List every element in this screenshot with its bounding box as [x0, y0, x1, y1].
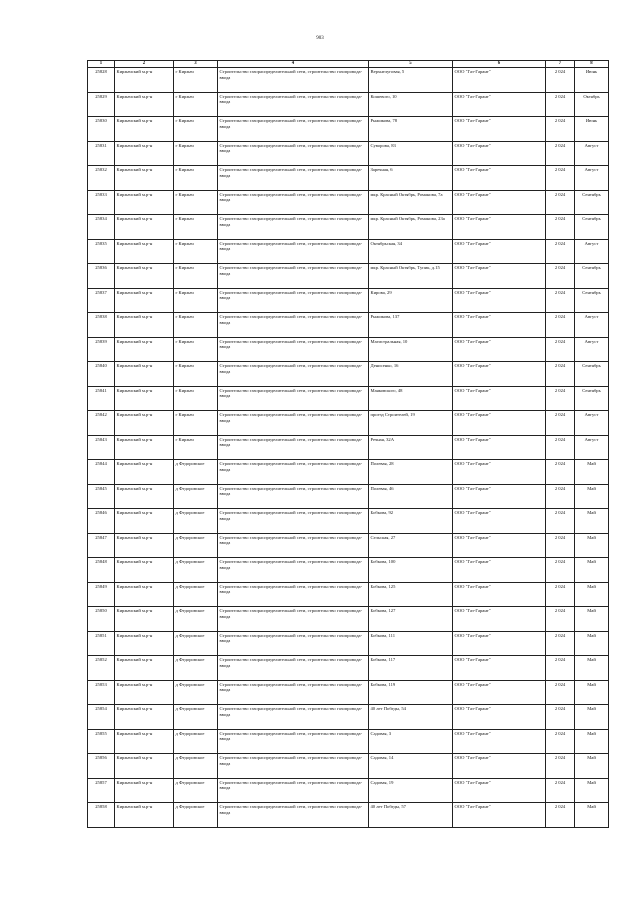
- organization-cell: ООО "Газ-Гарант": [453, 141, 546, 166]
- address-cell: Рыжикова, 137: [369, 313, 453, 338]
- year-cell: 2 024: [546, 190, 575, 215]
- locality-cell: г Киржач: [174, 68, 218, 93]
- organization-cell: ООО "Газ-Гарант": [453, 435, 546, 460]
- locality-cell: д Федоровское: [174, 607, 218, 632]
- locality-cell: д Федоровское: [174, 460, 218, 485]
- row-number: 25847: [88, 533, 115, 558]
- locality-cell: д Федоровское: [174, 705, 218, 730]
- work-description-cell: Строительство газораспределительной сети, строительство газопровода-ввода: [218, 582, 369, 607]
- table-row: [88, 533, 609, 558]
- year-cell: 2 024: [546, 558, 575, 583]
- district-cell: Киржачский м.р-н: [115, 411, 174, 436]
- organization-cell: ООО "Газ-Гарант": [453, 460, 546, 485]
- locality-cell: г Киржач: [174, 337, 218, 362]
- year-cell: 2 024: [546, 631, 575, 656]
- locality-cell: д Федоровское: [174, 631, 218, 656]
- year-cell: 2 024: [546, 68, 575, 93]
- column-header: 3: [174, 61, 218, 68]
- locality-cell: г Киржач: [174, 386, 218, 411]
- year-cell: 2 024: [546, 803, 575, 828]
- locality-cell: д Федоровское: [174, 656, 218, 681]
- organization-cell: ООО "Газ-Гарант": [453, 509, 546, 534]
- district-cell: Киржачский м.р-н: [115, 509, 174, 534]
- organization-cell: ООО "Газ-Гарант": [453, 337, 546, 362]
- district-cell: Киржачский м.р-н: [115, 460, 174, 485]
- work-description-cell: Строительство газораспределительной сети, строительство газопровода-ввода: [218, 435, 369, 460]
- table-row: [88, 558, 609, 583]
- month-cell: Май: [575, 558, 609, 583]
- row-number: 25852: [88, 656, 115, 681]
- district-cell: Киржачский м.р-н: [115, 484, 174, 509]
- address-cell: мкр. Красный Октябрь, Романова, 7а: [369, 190, 453, 215]
- row-number: 25829: [88, 92, 115, 117]
- locality-cell: г Киржач: [174, 313, 218, 338]
- locality-cell: д Федоровское: [174, 582, 218, 607]
- district-cell: Киржачский м.р-н: [115, 435, 174, 460]
- row-number: 25831: [88, 141, 115, 166]
- locality-cell: д Федоровское: [174, 680, 218, 705]
- row-number: 25845: [88, 484, 115, 509]
- work-description-cell: Строительство газораспределительной сети, строительство газопровода-ввода: [218, 631, 369, 656]
- column-header: 6: [453, 61, 546, 68]
- organization-cell: ООО "Газ-Гарант": [453, 313, 546, 338]
- work-description-cell: Строительство газораспределительной сети, строительство газопровода-ввода: [218, 68, 369, 93]
- month-cell: Август: [575, 239, 609, 264]
- district-cell: Киржачский м.р-н: [115, 215, 174, 240]
- table-row: [88, 729, 609, 754]
- month-cell: Август: [575, 411, 609, 436]
- organization-cell: ООО "Газ-Гарант": [453, 264, 546, 289]
- month-cell: Сентябрь: [575, 190, 609, 215]
- district-cell: Киржачский м.р-н: [115, 778, 174, 803]
- row-number: 25848: [88, 558, 115, 583]
- district-cell: Киржачский м.р-н: [115, 729, 174, 754]
- month-cell: Сентябрь: [575, 288, 609, 313]
- organization-cell: ООО "Газ-Гарант": [453, 754, 546, 779]
- row-number: 25841: [88, 386, 115, 411]
- column-header: 2: [115, 61, 174, 68]
- address-cell: Маяковского, 48: [369, 386, 453, 411]
- month-cell: Май: [575, 803, 609, 828]
- register-table: [87, 60, 609, 828]
- organization-cell: ООО "Газ-Гарант": [453, 533, 546, 558]
- work-description-cell: Строительство газораспределительной сети, строительство газопровода-ввода: [218, 166, 369, 191]
- table-row: [88, 803, 609, 828]
- address-cell: мкр. Красный Октябрь, Тупик, д.15: [369, 264, 453, 289]
- district-cell: Киржачский м.р-н: [115, 264, 174, 289]
- table-row: [88, 362, 609, 387]
- year-cell: 2 024: [546, 656, 575, 681]
- locality-cell: г Киржач: [174, 92, 218, 117]
- row-number: 25834: [88, 215, 115, 240]
- month-cell: Май: [575, 680, 609, 705]
- work-description-cell: Строительство газораспределительной сети, строительство газопровода-ввода: [218, 558, 369, 583]
- address-cell: Октябрьская, 34: [369, 239, 453, 264]
- work-description-cell: Строительство газораспределительной сети, строительство газопровода-ввода: [218, 190, 369, 215]
- work-description-cell: Строительство газораспределительной сети, строительство газопровода-ввода: [218, 215, 369, 240]
- work-description-cell: Строительство газораспределительной сети, строительство газопровода-ввода: [218, 656, 369, 681]
- table-row: [88, 460, 609, 485]
- table-row: [88, 631, 609, 656]
- locality-cell: д Федоровское: [174, 754, 218, 779]
- month-cell: Май: [575, 607, 609, 632]
- district-cell: Киржачский м.р-н: [115, 362, 174, 387]
- table-row: [88, 68, 609, 93]
- table-row: [88, 92, 609, 117]
- locality-cell: г Киржач: [174, 239, 218, 264]
- row-number: 25857: [88, 778, 115, 803]
- district-cell: Киржачский м.р-н: [115, 190, 174, 215]
- row-number: 25828: [88, 68, 115, 93]
- work-description-cell: Строительство газораспределительной сети, строительство газопровода-ввода: [218, 705, 369, 730]
- month-cell: Май: [575, 533, 609, 558]
- organization-cell: ООО "Газ-Гарант": [453, 117, 546, 142]
- organization-cell: ООО "Газ-Гарант": [453, 190, 546, 215]
- table-row: [88, 117, 609, 142]
- address-cell: Сельская, 27: [369, 533, 453, 558]
- table-row: [88, 509, 609, 534]
- row-number: 25853: [88, 680, 115, 705]
- month-cell: Май: [575, 509, 609, 534]
- district-cell: Киржачский м.р-н: [115, 803, 174, 828]
- organization-cell: ООО "Газ-Гарант": [453, 729, 546, 754]
- organization-cell: ООО "Газ-Гарант": [453, 778, 546, 803]
- row-number: 25832: [88, 166, 115, 191]
- address-cell: Полевая, 28: [369, 460, 453, 485]
- address-cell: мкр. Красный Октябрь, Романова, 23а: [369, 215, 453, 240]
- year-cell: 2 024: [546, 362, 575, 387]
- table-row: [88, 411, 609, 436]
- locality-cell: г Киржач: [174, 141, 218, 166]
- year-cell: 2 024: [546, 166, 575, 191]
- month-cell: Август: [575, 337, 609, 362]
- month-cell: Сентябрь: [575, 362, 609, 387]
- organization-cell: ООО "Газ-Гарант": [453, 386, 546, 411]
- column-header: 8: [575, 61, 609, 68]
- row-number: 25842: [88, 411, 115, 436]
- table-row: [88, 484, 609, 509]
- locality-cell: г Киржач: [174, 215, 218, 240]
- locality-cell: г Киржач: [174, 117, 218, 142]
- organization-cell: ООО "Газ-Гарант": [453, 411, 546, 436]
- year-cell: 2 024: [546, 141, 575, 166]
- month-cell: Май: [575, 460, 609, 485]
- month-cell: Сентябрь: [575, 215, 609, 240]
- row-number: 25836: [88, 264, 115, 289]
- organization-cell: ООО "Газ-Гарант": [453, 803, 546, 828]
- work-description-cell: Строительство газораспределительной сети, строительство газопровода-ввода: [218, 362, 369, 387]
- column-header: 4: [218, 61, 369, 68]
- year-cell: 2 024: [546, 435, 575, 460]
- table-row: [88, 435, 609, 460]
- month-cell: Август: [575, 141, 609, 166]
- address-cell: Бобкова, 119: [369, 680, 453, 705]
- row-number: 25839: [88, 337, 115, 362]
- work-description-cell: Строительство газораспределительной сети, строительство газопровода-ввода: [218, 264, 369, 289]
- address-cell: Кошевого, 10: [369, 92, 453, 117]
- table-row: [88, 582, 609, 607]
- year-cell: 2 024: [546, 484, 575, 509]
- work-description-cell: Строительство газораспределительной сети, строительство газопровода-ввода: [218, 607, 369, 632]
- address-cell: Речная, 32А: [369, 435, 453, 460]
- organization-cell: ООО "Газ-Гарант": [453, 239, 546, 264]
- work-description-cell: Строительство газораспределительной сети, строительство газопровода-ввода: [218, 754, 369, 779]
- year-cell: 2 024: [546, 607, 575, 632]
- month-cell: Май: [575, 754, 609, 779]
- column-header: 5: [369, 61, 453, 68]
- row-number: 25849: [88, 582, 115, 607]
- district-cell: Киржачский м.р-н: [115, 680, 174, 705]
- locality-cell: г Киржач: [174, 411, 218, 436]
- locality-cell: г Киржач: [174, 435, 218, 460]
- district-cell: Киржачский м.р-н: [115, 166, 174, 191]
- locality-cell: г Киржач: [174, 288, 218, 313]
- year-cell: 2 024: [546, 729, 575, 754]
- table-row: [88, 215, 609, 240]
- table-row: [88, 607, 609, 632]
- district-cell: Киржачский м.р-н: [115, 288, 174, 313]
- address-cell: Бобкова, 117: [369, 656, 453, 681]
- table-row: [88, 239, 609, 264]
- row-number: 25854: [88, 705, 115, 730]
- locality-cell: г Киржач: [174, 166, 218, 191]
- month-cell: Август: [575, 435, 609, 460]
- month-cell: Сентябрь: [575, 264, 609, 289]
- address-cell: Верхнелуговая, 5: [369, 68, 453, 93]
- work-description-cell: Строительство газораспределительной сети, строительство газопровода-ввода: [218, 509, 369, 534]
- locality-cell: д Федоровское: [174, 778, 218, 803]
- year-cell: 2 024: [546, 264, 575, 289]
- locality-cell: д Федоровское: [174, 558, 218, 583]
- month-cell: Май: [575, 582, 609, 607]
- year-cell: 2 024: [546, 509, 575, 534]
- year-cell: 2 024: [546, 754, 575, 779]
- work-description-cell: Строительство газораспределительной сети, строительство газопровода-ввода: [218, 778, 369, 803]
- row-number: 25840: [88, 362, 115, 387]
- organization-cell: ООО "Газ-Гарант": [453, 705, 546, 730]
- table-row: [88, 778, 609, 803]
- organization-cell: ООО "Газ-Гарант": [453, 166, 546, 191]
- work-description-cell: Строительство газораспределительной сети, строительство газопровода-ввода: [218, 411, 369, 436]
- work-description-cell: Строительство газораспределительной сети, строительство газопровода-ввода: [218, 117, 369, 142]
- district-cell: Киржачский м.р-н: [115, 582, 174, 607]
- district-cell: Киржачский м.р-н: [115, 705, 174, 730]
- table-row: [88, 313, 609, 338]
- work-description-cell: Строительство газораспределительной сети, строительство газопровода-ввода: [218, 680, 369, 705]
- work-description-cell: Строительство газораспределительной сети, строительство газопровода-ввода: [218, 337, 369, 362]
- address-cell: Бобкова, 127: [369, 607, 453, 632]
- year-cell: 2 024: [546, 582, 575, 607]
- table-row: [88, 656, 609, 681]
- district-cell: Киржачский м.р-н: [115, 558, 174, 583]
- address-cell: Рыжикова, 78: [369, 117, 453, 142]
- year-cell: 2 024: [546, 411, 575, 436]
- address-cell: Садовая, 14: [369, 754, 453, 779]
- year-cell: 2 024: [546, 386, 575, 411]
- address-cell: 40 лет Победы, 54: [369, 705, 453, 730]
- address-cell: Магистральная, 10: [369, 337, 453, 362]
- address-cell: Кирова, 29: [369, 288, 453, 313]
- year-cell: 2 024: [546, 239, 575, 264]
- row-number: 25835: [88, 239, 115, 264]
- work-description-cell: Строительство газораспределительной сети, строительство газопровода-ввода: [218, 729, 369, 754]
- month-cell: Май: [575, 656, 609, 681]
- district-cell: Киржачский м.р-н: [115, 239, 174, 264]
- organization-cell: ООО "Газ-Гарант": [453, 558, 546, 583]
- organization-cell: ООО "Газ-Гарант": [453, 92, 546, 117]
- district-cell: Киржачский м.р-н: [115, 386, 174, 411]
- row-number: 25851: [88, 631, 115, 656]
- year-cell: 2 024: [546, 117, 575, 142]
- row-number: 25858: [88, 803, 115, 828]
- work-description-cell: Строительство газораспределительной сети, строительство газопровода-ввода: [218, 313, 369, 338]
- year-cell: 2 024: [546, 680, 575, 705]
- row-number: 25843: [88, 435, 115, 460]
- month-cell: Май: [575, 484, 609, 509]
- district-cell: Киржачский м.р-н: [115, 313, 174, 338]
- month-cell: Май: [575, 729, 609, 754]
- month-cell: Октябрь: [575, 92, 609, 117]
- work-description-cell: Строительство газораспределительной сети, строительство газопровода-ввода: [218, 386, 369, 411]
- year-cell: 2 024: [546, 288, 575, 313]
- table-row: [88, 337, 609, 362]
- district-cell: Киржачский м.р-н: [115, 656, 174, 681]
- year-cell: 2 024: [546, 460, 575, 485]
- district-cell: Киржачский м.р-н: [115, 533, 174, 558]
- district-cell: Киржачский м.р-н: [115, 631, 174, 656]
- district-cell: Киржачский м.р-н: [115, 754, 174, 779]
- address-cell: Бобкова, 100: [369, 558, 453, 583]
- address-cell: проезд Строителей, 19: [369, 411, 453, 436]
- address-cell: Садовая, 3: [369, 729, 453, 754]
- organization-cell: ООО "Газ-Гарант": [453, 582, 546, 607]
- row-number: 25838: [88, 313, 115, 338]
- row-number: 25856: [88, 754, 115, 779]
- organization-cell: ООО "Газ-Гарант": [453, 484, 546, 509]
- month-cell: Май: [575, 778, 609, 803]
- row-number: 25846: [88, 509, 115, 534]
- organization-cell: ООО "Газ-Гарант": [453, 656, 546, 681]
- locality-cell: д Федоровское: [174, 533, 218, 558]
- work-description-cell: Строительство газораспределительной сети, строительство газопровода-ввода: [218, 239, 369, 264]
- address-cell: Садовая, 19: [369, 778, 453, 803]
- year-cell: 2 024: [546, 533, 575, 558]
- work-description-cell: Строительство газораспределительной сети, строительство газопровода-ввода: [218, 141, 369, 166]
- district-cell: Киржачский м.р-н: [115, 117, 174, 142]
- table-row: [88, 680, 609, 705]
- address-cell: Суворова, 83: [369, 141, 453, 166]
- organization-cell: ООО "Газ-Гарант": [453, 68, 546, 93]
- year-cell: 2 024: [546, 337, 575, 362]
- work-description-cell: Строительство газораспределительной сети, строительство газопровода-ввода: [218, 460, 369, 485]
- address-cell: Заречная, 6: [369, 166, 453, 191]
- district-cell: Киржачский м.р-н: [115, 92, 174, 117]
- month-cell: Сентябрь: [575, 386, 609, 411]
- table-row: [88, 166, 609, 191]
- column-header: 7: [546, 61, 575, 68]
- table-row: [88, 754, 609, 779]
- month-cell: Август: [575, 313, 609, 338]
- table-row: [88, 386, 609, 411]
- district-cell: Киржачский м.р-н: [115, 607, 174, 632]
- address-cell: Бобкова, 111: [369, 631, 453, 656]
- year-cell: 2 024: [546, 313, 575, 338]
- address-cell: 40 лет Победы, 57: [369, 803, 453, 828]
- locality-cell: д Федоровское: [174, 729, 218, 754]
- district-cell: Киржачский м.р-н: [115, 141, 174, 166]
- year-cell: 2 024: [546, 92, 575, 117]
- page-number: 903: [316, 36, 324, 41]
- table-row: [88, 141, 609, 166]
- locality-cell: г Киржач: [174, 264, 218, 289]
- month-cell: Май: [575, 705, 609, 730]
- row-number: 25833: [88, 190, 115, 215]
- organization-cell: ООО "Газ-Гарант": [453, 631, 546, 656]
- row-number: 25830: [88, 117, 115, 142]
- table-row: [88, 190, 609, 215]
- organization-cell: ООО "Газ-Гарант": [453, 680, 546, 705]
- work-description-cell: Строительство газораспределительной сети, строительство газопровода-ввода: [218, 92, 369, 117]
- work-description-cell: Строительство газораспределительной сети, строительство газопровода-ввода: [218, 288, 369, 313]
- organization-cell: ООО "Газ-Гарант": [453, 362, 546, 387]
- row-number: 25855: [88, 729, 115, 754]
- year-cell: 2 024: [546, 778, 575, 803]
- row-number: 25837: [88, 288, 115, 313]
- organization-cell: ООО "Газ-Гарант": [453, 288, 546, 313]
- address-cell: Денисенко, 16: [369, 362, 453, 387]
- address-cell: Бобкова, 92: [369, 509, 453, 534]
- locality-cell: г Киржач: [174, 190, 218, 215]
- district-cell: Киржачский м.р-н: [115, 337, 174, 362]
- year-cell: 2 024: [546, 215, 575, 240]
- work-description-cell: Строительство газораспределительной сети, строительство газопровода-ввода: [218, 803, 369, 828]
- row-number: 25850: [88, 607, 115, 632]
- organization-cell: ООО "Газ-Гарант": [453, 215, 546, 240]
- locality-cell: г Киржач: [174, 362, 218, 387]
- table-row: [88, 705, 609, 730]
- month-cell: Июнь: [575, 68, 609, 93]
- month-cell: Май: [575, 631, 609, 656]
- table-row: [88, 264, 609, 289]
- work-description-cell: Строительство газораспределительной сети, строительство газопровода-ввода: [218, 484, 369, 509]
- year-cell: 2 024: [546, 705, 575, 730]
- table-row: [88, 288, 609, 313]
- district-cell: Киржачский м.р-н: [115, 68, 174, 93]
- row-number: 25844: [88, 460, 115, 485]
- locality-cell: д Федоровское: [174, 803, 218, 828]
- month-cell: Июнь: [575, 117, 609, 142]
- address-cell: Полевая, 46: [369, 484, 453, 509]
- header-row: [88, 61, 609, 68]
- month-cell: Август: [575, 166, 609, 191]
- address-cell: Бобкова, 125: [369, 582, 453, 607]
- locality-cell: д Федоровское: [174, 484, 218, 509]
- organization-cell: ООО "Газ-Гарант": [453, 607, 546, 632]
- work-description-cell: Строительство газораспределительной сети, строительство газопровода-ввода: [218, 533, 369, 558]
- locality-cell: д Федоровское: [174, 509, 218, 534]
- column-header: 1: [88, 61, 115, 68]
